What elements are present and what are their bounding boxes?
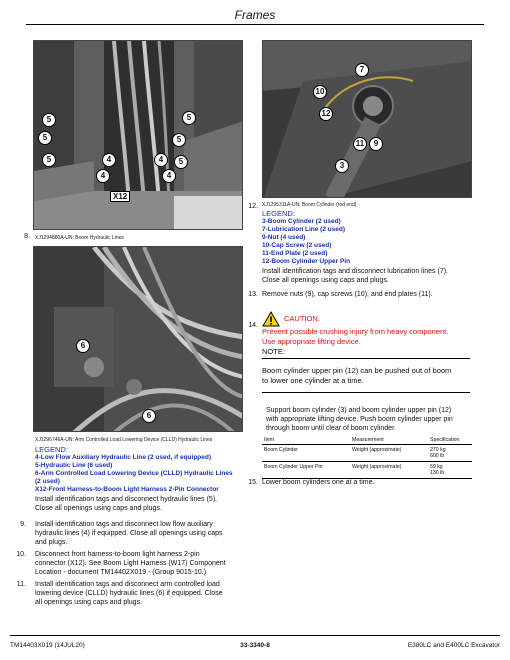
step-number: 14.	[248, 322, 258, 329]
divider	[262, 358, 470, 359]
spec-value: 59 kg	[430, 464, 443, 470]
step-line: Install identification tags and disconnect low flow auxiliary	[35, 521, 213, 528]
legend-item: 6-Arm Controlled Load Lowering Device (CLLD) Hydraulic Lines	[35, 470, 233, 477]
legend-right	[262, 209, 477, 285]
footer-model: E380LC and E400LC Excavator	[407, 642, 500, 649]
step-13-text: Remove nuts (9), cap screws (10), and end plates (11).	[262, 291, 433, 298]
support-text	[266, 406, 476, 433]
legend-item: 7-Lubrication Line (2 used)	[262, 226, 346, 233]
footer-doc-id: TM14403X019 (14JUL20)	[10, 642, 85, 649]
table-row	[262, 445, 472, 462]
table-header: Measurement	[350, 436, 428, 445]
legend-item: 3-Boom Cylinder (2 used)	[262, 218, 341, 225]
table-cell	[428, 445, 472, 462]
step-line: Disconnect front harness-to-boom light harness 2-pin	[35, 551, 200, 558]
step-10	[35, 550, 250, 577]
step-line: all openings using caps and plugs.	[35, 599, 143, 606]
callout-6: 6	[142, 409, 156, 423]
callout-10: 10	[313, 85, 327, 99]
spec-value: 600 lb	[430, 453, 445, 459]
footer-page-number: 33-3340-8	[240, 642, 270, 649]
figure-id: XJ1294880A-UN: Boom Hydraulic Lines	[35, 235, 124, 241]
step-number: 11.	[16, 581, 26, 588]
legend-item: X12-Front Harness-to-Boom Light Harness 2-Pin Connector	[35, 486, 219, 493]
callout-5: 5	[38, 131, 52, 145]
table-header: Specification	[428, 436, 472, 445]
page-title: Frames	[234, 8, 276, 22]
step-line: connector (X12). See Boom Light Harness (W17) Component	[35, 560, 226, 567]
callout-4: 4	[102, 153, 116, 167]
figure-id: XJ1295311A-UN: Boom Cylinder (rod end)	[262, 202, 357, 208]
callout-5: 5	[172, 133, 186, 147]
callout-5: 5	[42, 153, 56, 167]
step-text: Install identification tags and disconnect lubrication lines (7).	[262, 268, 448, 275]
support-line: through boom until clear of boom cylinder.	[266, 425, 396, 432]
note-line: Boom cylinder upper pin (12) can be pushed out of boom	[262, 366, 452, 375]
callout-5: 5	[182, 111, 196, 125]
footer-rule	[10, 635, 500, 636]
step-number: 10.	[16, 551, 26, 558]
callout-3: 3	[335, 159, 349, 173]
legend-left	[35, 445, 250, 513]
step-line: and plugs.	[35, 539, 68, 546]
step-text: Close all openings using caps and plugs.	[35, 505, 162, 512]
step-line: lowering device (CLLD) hydraulic lines (6) if equipped. Close	[35, 590, 223, 597]
header-rule	[26, 24, 484, 25]
legend-item: 11-End Plate (2 used)	[262, 250, 328, 257]
callout-4: 4	[96, 169, 110, 183]
warning-icon	[262, 311, 280, 327]
caution-label: CAUTION:	[284, 314, 320, 323]
spec-value: 270 kg	[430, 447, 446, 453]
table-cell: Weight (approximate)	[350, 445, 428, 462]
step-line: Location - document TM14402X019 - (Group 9015-10.)	[35, 569, 207, 576]
legend-title: LEGEND:	[262, 209, 295, 218]
step-15-text: Lower boom cylinders one at a time.	[262, 479, 375, 486]
callout-x12: X12	[110, 191, 130, 202]
step-number: 13.	[248, 291, 258, 298]
table-cell: Weight (approximate)	[350, 462, 428, 479]
note-label: NOTE:	[262, 347, 285, 356]
table-cell: Boom Cylinder	[262, 445, 350, 462]
callout-7: 7	[355, 63, 369, 77]
note-text	[262, 366, 477, 386]
figure-id: XJ1296746A-UN: Arm Controlled Load Lowering Device (CLLD) Hydraulic Lines	[35, 437, 213, 443]
caution-text: Use appropriate lifting device.	[262, 337, 361, 346]
step-9	[35, 520, 250, 547]
table-cell: Boom Cylinder Upper Pin	[262, 462, 350, 479]
divider	[262, 392, 470, 393]
support-line: Support boom cylinder (3) and boom cylinder upper pin (12)	[266, 407, 452, 414]
callout-6: 6	[76, 339, 90, 353]
callout-9: 9	[369, 137, 383, 151]
support-line: with appropriate lifting device. Push boom cylinder upper pin	[266, 416, 453, 423]
callout-4: 4	[162, 169, 176, 183]
callout-11: 11	[353, 137, 367, 151]
legend-item: 5-Hydraulic Line (6 used)	[35, 462, 113, 469]
step-11	[35, 580, 250, 607]
caution-text: Prevent possible crushing injury from heavy component.	[262, 327, 449, 336]
spec-value: 130 lb	[430, 470, 445, 476]
step-line: Install identification tags and disconnect arm controlled load	[35, 581, 220, 588]
legend-title: LEGEND:	[35, 445, 68, 454]
legend-item: 4-Low Flow Auxiliary Hydraulic Line (2 used, if equipped)	[35, 454, 212, 461]
step-number: 8.	[24, 233, 30, 240]
table-row	[262, 462, 472, 479]
table-cell	[428, 462, 472, 479]
note-line: to lower one cylinder at a time.	[262, 376, 364, 385]
step-number: 15.	[248, 479, 258, 486]
step-text: Close all openings using caps and plugs.	[262, 277, 389, 284]
boom-hydraulic-lines-photo	[33, 40, 243, 230]
step-line: hydraulic lines (4) if equipped. Close all openings using caps	[35, 530, 223, 537]
clld-hydraulic-lines-photo	[33, 246, 243, 432]
table-header: Item	[262, 436, 350, 445]
legend-item: (2 used)	[35, 478, 60, 485]
callout-4: 4	[154, 153, 168, 167]
callout-5: 5	[42, 113, 56, 127]
callout-5: 5	[174, 155, 188, 169]
callout-12: 12	[319, 107, 333, 121]
step-text: Install identification tags and disconnect hydraulic lines (5).	[35, 496, 218, 503]
legend-item: 10-Cap Screw (2 used)	[262, 242, 332, 249]
step-number: 9.	[20, 521, 26, 528]
legend-item: 9-Nut (4 used)	[262, 234, 306, 241]
step-number: 12.	[248, 203, 258, 210]
boom-cylinder-photo	[262, 40, 472, 198]
legend-item: 12-Boom Cylinder Upper Pin	[262, 258, 351, 265]
spec-table	[262, 436, 472, 479]
caution-block	[262, 311, 477, 356]
